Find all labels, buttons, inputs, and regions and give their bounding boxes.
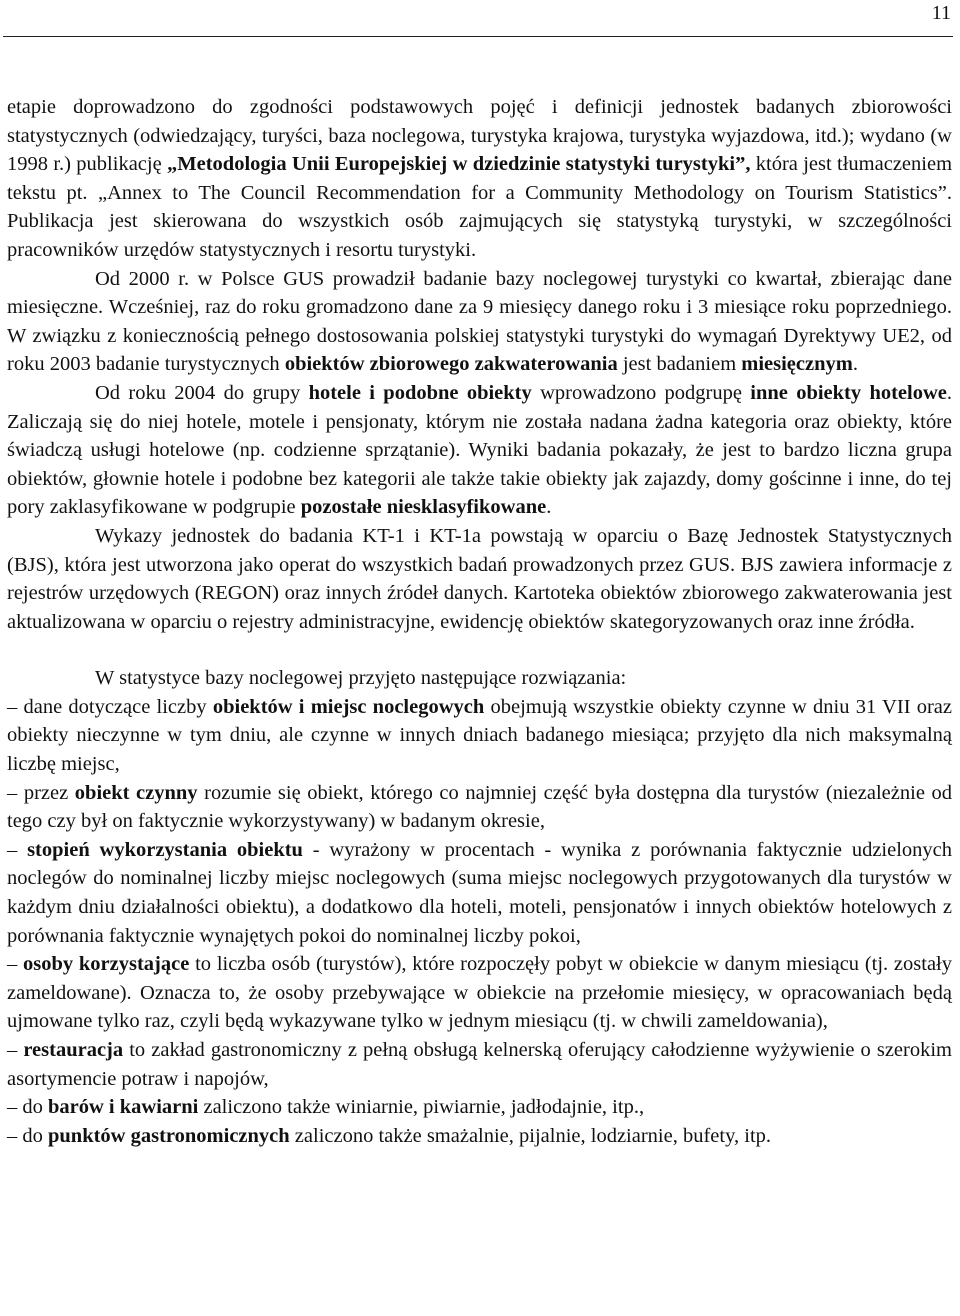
- text-run: wprowadzono podgrupę: [531, 381, 751, 404]
- text-run: zaliczono także winiarnie, piwiarnie, jadłodajnie, itp.,: [198, 1096, 645, 1119]
- paragraph: [7, 779, 952, 836]
- paragraph: [7, 379, 952, 522]
- text-run: obejmują wszystkie obiekty czynne w dniu 31 VII oraz obiekty nieczynne w tym dniu, ale czynne w innych dniach badanego miesiąca; przyjęto dla nich maksymalną liczbę miejsc,: [7, 695, 953, 776]
- document-body: [7, 93, 952, 1150]
- text-run: to zakład gastronomiczny z pełną obsługą kelnerską oferujący całodzienne wyżywienie o szerokim asortymencie potraw i napojów,: [7, 1039, 952, 1090]
- paragraph: [7, 93, 952, 265]
- text-run: .: [852, 353, 858, 376]
- paragraph: [7, 265, 952, 379]
- paragraph: [7, 1122, 952, 1151]
- text-run: zaliczono także smażalnie, pijalnie, lodziarnie, bufety, itp.: [289, 1124, 772, 1147]
- text-run: rozumie się obiekt, którego co najmniej część była dostępna dla turystów (niezależnie od tego czy był on faktycznie wykorzystywany) w badanym okresie,: [7, 781, 952, 833]
- paragraph: [7, 664, 952, 693]
- bold-term: miesięcznym: [741, 353, 853, 376]
- bold-term: stopień wykorzystania obiektu: [27, 838, 303, 861]
- text-run: .: [546, 496, 552, 519]
- paragraph: [7, 950, 952, 1036]
- bold-term: hotele i podobne obiekty: [308, 381, 532, 404]
- page-number: 11: [931, 2, 951, 24]
- bold-term: obiekt czynny: [74, 781, 198, 804]
- bold-term: inne obiekty hotelowe: [750, 381, 947, 404]
- text-run: –: [7, 838, 28, 861]
- paragraph: [7, 836, 952, 950]
- paragraph: [7, 522, 952, 636]
- paragraph: [7, 1036, 952, 1093]
- text-run: –: [7, 1039, 24, 1061]
- text-run: Wykazy jednostek do badania KT-1 i KT-1a powstają w oparciu o Bazę Jednostek Statystycznych (BJS), która jest utworzona jako operat do wszystkich badań prowadzonych przez GUS. BJS zawiera informacje z rejestrów urzędowych (REGON) oraz innych źródeł danych. Kartoteka obiektów zbiorowego zakwaterowania jest aktualizowana w oparciu o rejestry administracyjne, ewidencję obiektów skategoryzowanych oraz inne źródła.: [7, 524, 952, 633]
- paragraph: [7, 693, 952, 779]
- text-run: - wyrażony w procentach - wynika z porównania faktycznie udzielonych noclegów do nominalnej liczby miejsc noclegowych (suma miejsc noclegowych przygotowanych dla turystów w każdym dniu działalności obiektu), a dodatkowo dla hoteli, moteli, pensjonatów i innych obiektów hotelowych z porównania faktycznie wynajętych pokoi do nominalnej liczby pokoi,: [7, 838, 953, 947]
- text-run: . Zaliczają się do niej hotele, motele i pensjonaty, którym nie została nadana żadna kategoria oraz obiekty, które świadczą usługi hotelowe (np. codzienne sprzątanie). Wyniki badania pokazały, że jest to bardzo liczna grupa obiektów, głownie hotele i podobne bez kategorii ale także takie obiekty jak zajazdy, domy gościnne i inne, do tej pory zaklasyfikowane w podgrupie: [7, 381, 952, 519]
- bold-term: „Metodologia Unii Europejskiej w dziedzinie statystyki turystyki”,: [167, 153, 751, 176]
- text-run: Od roku 2004 do grupy: [95, 381, 309, 404]
- bold-term: barów i kawiarni: [48, 1096, 199, 1119]
- text-run: – do: [7, 1096, 48, 1119]
- text-run: Od 2000 r. w Polsce GUS prowadził badanie bazy noclegowej turystyki co kwartał, zbierając dane miesięczne. Wcześniej, raz do roku gromadzono dane za 9 miesięcy danego roku i 3 miesiące roku poprzedniego. W związku z koniecznością pełnego dostosowania polskiej statystyki turystyki do wymagań Dyrektywy UE2, od roku 2003 badanie turystycznych: [7, 267, 952, 376]
- bold-term: pozostałe niesklasyfikowane: [300, 496, 547, 519]
- text-run: W statystyce bazy noclegowej przyjęto następujące rozwiązania:: [95, 667, 627, 690]
- text-run: etapie doprowadzono do zgodności podstawowych pojęć i definicji jednostek badanych zbiorowości statystycznych (odwiedzający, turyści, baza noclegowa, turystyka krajowa, turystyka wyjazdowa, itd.); wydano (w 1998 r.) publikację: [7, 96, 952, 176]
- bold-term: obiektów i miejsc noclegowych: [212, 695, 485, 718]
- text-run: która jest tłumaczeniem tekstu pt. „Annex to The Council Recommendation for a Community Methodology on Tourism Statistics”. Publikacja jest skierowana do wszystkich osób zajmujących się statystyką turystyki, w szczególności pracowników urzędów statystycznych i resortu turystyki.: [7, 153, 953, 261]
- bold-term: punktów gastronomicznych: [48, 1124, 290, 1147]
- text-run: – przez: [7, 781, 75, 804]
- bold-term: osoby korzystające: [23, 953, 190, 976]
- text-run: jest badaniem: [617, 353, 742, 376]
- bold-term: obiektów zbiorowego zakwaterowania: [284, 353, 618, 376]
- text-run: – do: [7, 1124, 48, 1147]
- text-run: –: [7, 953, 24, 976]
- header-rule: [3, 36, 953, 37]
- bold-term: restauracja: [23, 1039, 124, 1061]
- text-run: to liczba osób (turystów), które rozpoczęły pobyt w obiekcie w danym miesiącu (tj. zostały zameldowane). Oznacza to, że osoby przebywające w obiekcie na przełomie miesięcy, w opracowaniach będą ujmowane tylko raz, czyli będą wykazywane tylko w jednym miesiącu (tj. w chwili zameldowania),: [7, 953, 952, 1033]
- text-run: – dane dotyczące liczby: [7, 695, 213, 718]
- paragraph: [7, 1093, 952, 1122]
